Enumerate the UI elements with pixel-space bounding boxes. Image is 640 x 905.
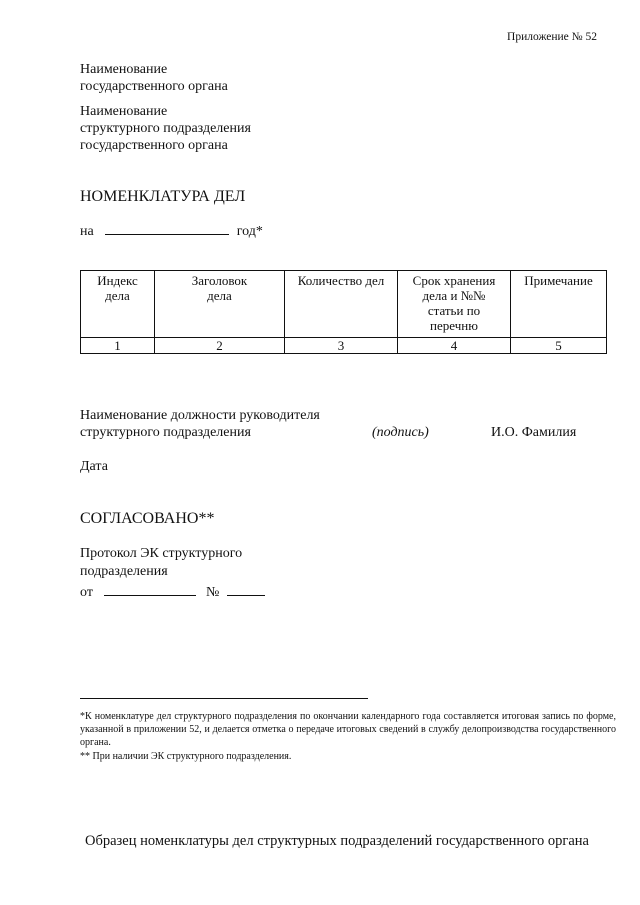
header-index: Индекс дела xyxy=(81,271,155,338)
year-line xyxy=(80,220,263,240)
org-name xyxy=(80,61,228,95)
year-suffix: год* xyxy=(236,224,263,239)
column-number: 3 xyxy=(285,338,398,354)
year-prefix: на xyxy=(80,224,94,239)
header-retention: Срок хранения дела и №№ статьи по перечню xyxy=(398,271,511,338)
signature-name: И.О. Фамилия xyxy=(491,425,577,440)
table-header-row xyxy=(81,271,607,338)
org-name-line: государственного органа xyxy=(80,79,228,94)
column-number: 1 xyxy=(81,338,155,354)
subdivision-name-line: Наименование xyxy=(80,104,168,119)
protocol-date-line xyxy=(80,581,265,601)
footnote-2: ** При наличии ЭК структурного подразделения. xyxy=(80,751,292,762)
subdivision-name-line: структурного подразделения xyxy=(80,121,251,136)
appendix-label: Приложение № 52 xyxy=(507,31,597,43)
protocol-number-sign: № xyxy=(205,585,220,600)
date-label: Дата xyxy=(80,459,108,474)
header-count: Количество дел xyxy=(285,271,398,338)
document-caption: Образец номенклатуры дел структурных подразделений государственного органа xyxy=(85,833,589,849)
nomenclature-table xyxy=(80,270,607,354)
footnote-1: *К номенклатуре дел структурного подразделения по окончании календарного года составляется итоговая запись по форме, указанной в приложении 52, и делается отметка о передаче итоговых сведений в службу делопроизводства государственного органа. xyxy=(80,711,616,748)
signature-position-line1: Наименование должности руководителя xyxy=(80,408,320,423)
column-number: 4 xyxy=(398,338,511,354)
protocol-number-blank xyxy=(227,581,265,596)
signature-placeholder: (подпись) xyxy=(372,425,429,440)
header-note: Примечание xyxy=(511,271,607,338)
signature-position-line2: структурного подразделения xyxy=(80,425,251,440)
year-blank xyxy=(105,220,229,235)
protocol-date-blank xyxy=(104,581,196,596)
footnote-separator xyxy=(80,698,368,699)
column-number: 5 xyxy=(511,338,607,354)
protocol-from: от xyxy=(80,585,93,600)
approved-label: СОГЛАСОВАНО** xyxy=(80,510,215,527)
document-title: НОМЕНКЛАТУРА ДЕЛ xyxy=(80,188,246,205)
protocol-line1: Протокол ЭК структурного xyxy=(80,546,243,561)
subdivision-name xyxy=(80,103,251,154)
org-name-line: Наименование xyxy=(80,62,168,77)
protocol-line2: подразделения xyxy=(80,564,168,579)
column-number: 2 xyxy=(155,338,285,354)
table-number-row xyxy=(81,338,607,354)
header-title: Заголовок дела xyxy=(155,271,285,338)
subdivision-name-line: государственного органа xyxy=(80,138,228,153)
